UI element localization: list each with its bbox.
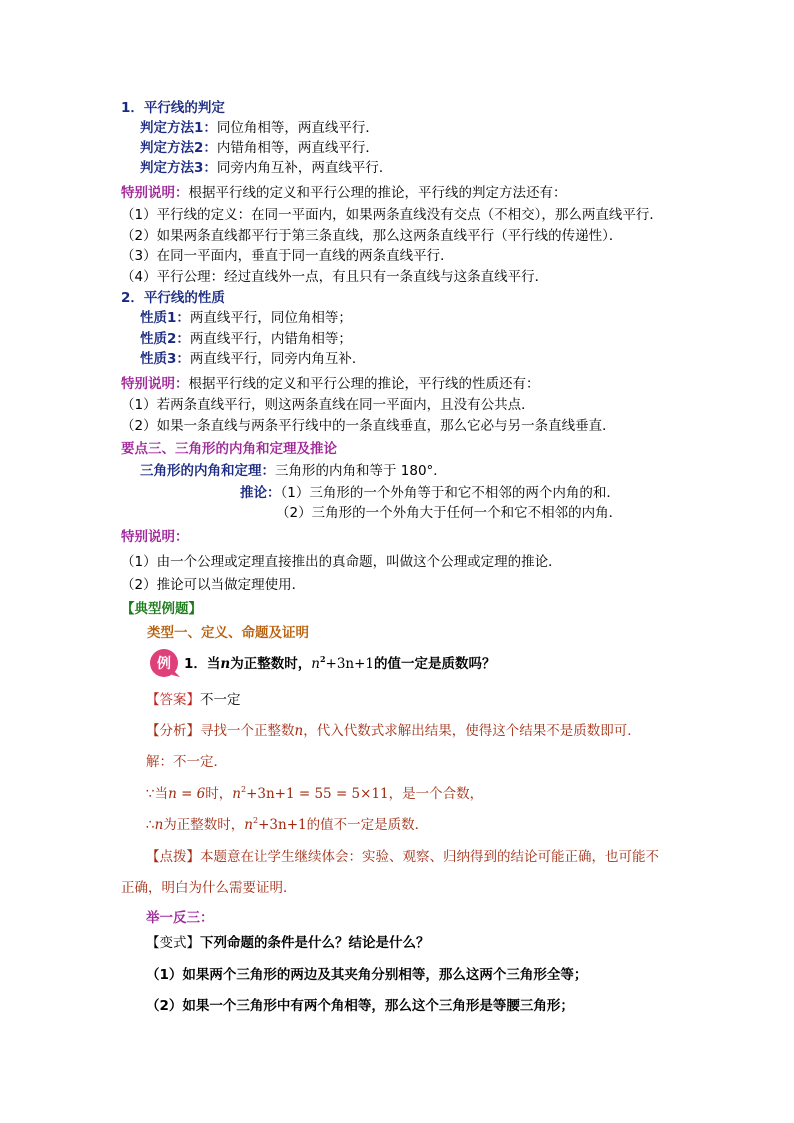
- variant-item-1: （1）如果两个三角形的两边及其夹角分别相等，那么这两个三角形全等；: [146, 967, 588, 983]
- s1-item-1: （1）平行线的定义：在同一平面内，如果两条直线没有交点（不相交），那么两直线平行．: [121, 207, 663, 223]
- theorem-line: 三角形的内角和定理：三角形的内角和等于 180°．: [140, 463, 447, 479]
- solution-line-1: 解：不一定．: [146, 754, 227, 770]
- svg-text:例: 例: [157, 656, 171, 672]
- variant-line: 【变式】下列命题的条件是什么？结论是什么？: [146, 935, 430, 951]
- method-3: 判定方法3：同旁内角互补，两直线平行．: [140, 160, 393, 176]
- solution-line-2: ∵当n = 6时，$n^2+3n+1 = 55 = 5\times 11$，是一个合数，: [146, 785, 484, 802]
- practice-heading: 举一反三：: [146, 910, 214, 926]
- s3-item-1: （1）由一个公理或定理直接推出的真命题，叫做这个公理或定理的推论．: [121, 554, 562, 570]
- s1-item-3: （3）在同一平面内，垂直于同一直线的两条直线平行．: [121, 248, 454, 264]
- s2-item-1: （1）若两条直线平行，则这两条直线在同一平面内，且没有公共点．: [121, 397, 535, 413]
- special-note-2: 特别说明：根据平行线的定义和平行公理的推论，平行线的性质还有：: [121, 376, 540, 392]
- s2-item-2: （2）如果一条直线与两条平行线中的一条直线垂直，那么它必与另一条直线垂直．: [121, 418, 616, 434]
- example-badge-icon: [148, 647, 180, 679]
- special-note-1: 特别说明：根据平行线的定义和平行公理的推论，平行线的判定方法还有：: [121, 185, 567, 201]
- method-2: 判定方法2：内错角相等，两直线平行．: [140, 140, 379, 156]
- example-question: 1．当n为正整数时，$n^2+3n+1$的值一定是质数吗？: [184, 654, 496, 672]
- hint-line-2: 正确，明白为什么需要证明．: [121, 880, 297, 896]
- s1-item-2: （2）如果两条直线都平行于第三条直线，那么这两条直线平行（平行线的传递性）．: [121, 228, 623, 244]
- corollary-1: 推论：（1）三角形的一个外角等于和它不相邻的两个内角的和．: [240, 485, 620, 501]
- type-heading: 类型一、定义、命题及证明: [147, 625, 309, 641]
- hint-line-1: 【点拨】本题意在让学生继续体会：实验、观察、归纳得到的结论可能正确，也可能不: [146, 849, 659, 865]
- prop-3: 性质3：两直线平行，同旁内角互补．: [140, 351, 366, 367]
- prop-2: 性质2：两直线平行，内错角相等；: [140, 331, 352, 347]
- s3-item-2: （2）推论可以当做定理使用．: [121, 577, 306, 593]
- section-1-heading: 1．平行线的判定: [121, 100, 225, 116]
- solution-line-3: ∴n为正整数时，$n^2+3n+1$的值不一定是质数．: [146, 816, 429, 833]
- answer-line: 【答案】不一定: [146, 692, 241, 708]
- examples-heading: 【典型例题】: [121, 601, 202, 617]
- special-note-3: 特别说明：: [121, 529, 189, 545]
- s1-item-4: （4）平行公理：经过直线外一点，有且只有一条直线与这条直线平行．: [121, 269, 549, 285]
- section-3-heading: 要点三、三角形的内角和定理及推论: [121, 441, 337, 457]
- analysis-line: 【分析】寻找一个正整数n，代入代数式求解出结果，使得这个结果不是质数即可．: [146, 723, 641, 739]
- method-1: 判定方法1：同位角相等，两直线平行．: [140, 120, 379, 136]
- corollary-2: （2）三角形的一个外角大于任何一个和它不相邻的内角．: [276, 505, 623, 521]
- section-2-heading: 2．平行线的性质: [121, 290, 225, 306]
- variant-item-2: （2）如果一个三角形中有两个角相等，那么这个三角形是等腰三角形；: [146, 998, 574, 1014]
- prop-1: 性质1：两直线平行，同位角相等；: [140, 310, 352, 326]
